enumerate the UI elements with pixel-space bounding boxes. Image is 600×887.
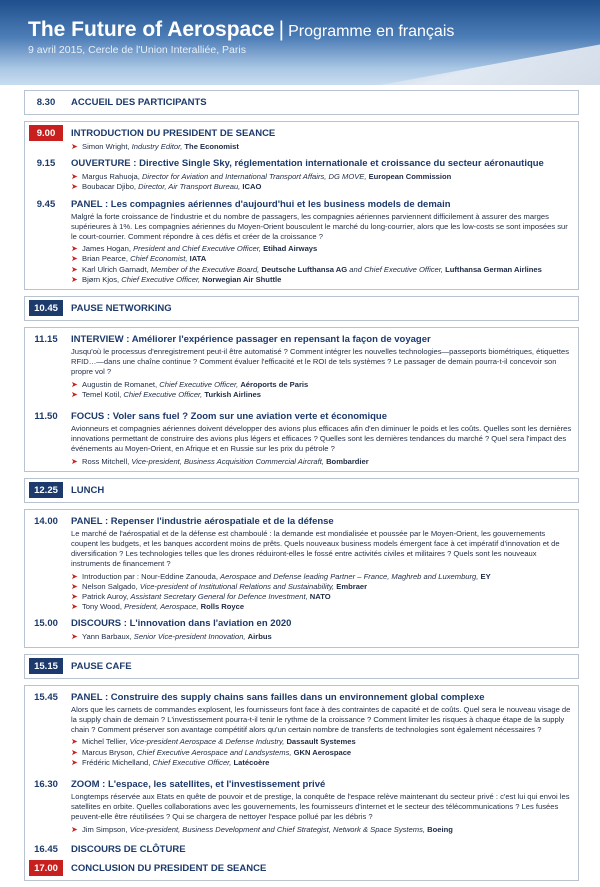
session-time: 9.45 <box>36 198 56 210</box>
speaker: ➤ Augustin de Romanet, Chief Executive Officer, Aéroports de Paris <box>71 380 572 390</box>
session-time: 17.00 <box>29 860 63 876</box>
session-group-late-afternoon <box>24 685 579 881</box>
session-title: LUNCH <box>71 484 105 496</box>
session-time: 12.25 <box>29 482 63 498</box>
header-banner <box>0 0 600 85</box>
speaker: ➤ Patrick Auroy, Assistant Secretary General for Defence Investment, NATO <box>71 592 572 602</box>
session-time: 11.15 <box>34 334 58 346</box>
session-title: FOCUS : Voler sans fuel ? Zoom sur une aviation verte et économique <box>71 411 388 423</box>
session-description: Le marché de l'aérospatial et de la défense est chamboulé : la demande est mondialisée et poussée par le Moyen-Orient, les gouvernements coupent les budgets, et les banques accordent moins de prêts. Quels nouveaux business models émergent face à cet impératif d'innovation et de diversification ? Les technologies telles que les drones réduiront-elles le fossé entre activités civiles et militaires ? Quels sont les nouveaux instruments de financement ? <box>71 528 560 569</box>
event-date-location: 9 avril 2015, Cercle de l'Union Interalliée, Paris <box>28 44 246 56</box>
speaker: ➤ Frédéric Michelland, Chief Executive Officer, Latécoère <box>71 758 572 768</box>
session-time: 15.45 <box>34 691 58 703</box>
speaker: ➤ Yann Barbaux, Senior Vice-president Innovation, Airbus <box>71 632 572 642</box>
session-time: 10.45 <box>29 300 63 316</box>
speaker: ➤ Tony Wood, President, Aerospace, Rolls Royce <box>71 602 572 612</box>
speaker: ➤ Introduction par : Nour-Eddine Zanouda, Aerospace and Defense leading Partner – France, Maghreb and Luxemburg, EY <box>71 572 572 582</box>
session-description: Malgré la forte croissance de l'industrie et du nombre de passagers, les compagnies aériennes parviennent difficilement à assurer des marges supérieures à 1%. Les compagnies aériennes du Moyen-Orient bousculent le marché du long-courrier, alors que les low-costs se sont imposées sur le court-courrier. Comment répondre à ces défis et créer de la croissance ? <box>71 211 568 242</box>
speaker: ➤ Margus Rahuoja, Director for Aviation and International Transport Affairs, DG MOVE, European Commission <box>71 172 572 182</box>
session-description: Longtemps réservée aux Etats en quête de pouvoir et de prestige, la conquête de l'espace relève maintenant du secteur privé : c'est lui qui envoi les satellites en orbite. Quelles collaborations avec les gouvernements, les fournisseurs d'internet et le secteur des télécommunications ? Les fusées peuvent-elle être réutilisées ? Qui se chargera de nettoyer l'espace pollué par les débris ? <box>71 791 570 822</box>
speaker: ➤ Bjørn Kjos, Chief Executive Officer, Norwegian Air Shuttle <box>71 275 572 285</box>
session-title: OUVERTURE : Directive Single Sky, réglementation internationale et croissance du secteur aéronautique <box>71 158 544 170</box>
session-time: 15.00 <box>34 618 58 630</box>
session-title: DISCOURS : L'innovation dans l'aviation en 2020 <box>71 618 292 630</box>
session-title: PANEL : Construire des supply chains sans failles dans un environnement global complexe <box>71 691 485 703</box>
session-title: ACCUEIL DES PARTICIPANTS <box>71 97 207 108</box>
session-time: 9.00 <box>29 125 63 141</box>
session-time: 14.00 <box>34 515 58 527</box>
speaker: ➤ Boubacar Djibo, Director, Air Transport Bureau, ICAO <box>71 182 572 192</box>
session-description: Jusqu'où le processus d'enregistrement peut-il être automatisé ? Comment intégrer les nouvelles technologies—passeports biométriques, étiquettes RFID…—dans une chaîne continue ? Comment évaluer l'efficacité et le ROI de tels systèmes ? Le passager de demain pourra-t-il concevoir son propre vol ? <box>71 347 570 377</box>
session-accueil <box>24 90 579 115</box>
session-lunch <box>24 478 579 503</box>
session-title: DISCOURS DE CLÔTURE <box>71 843 186 855</box>
session-description: Alors que les carnets de commandes explosent, les fournisseurs font face à des contraintes de capacité et de coûts. Quel sera le nouveau visage de la supply chain de demain ? L'investissement pourra-t-il tenir le rythme de la croissance ? Comment limiter les risques à chaque étape de la supply chain ? Comment préserver son avantage compétitif alors qu'un certain nombre de transferts de technologies sont également nécessaires ? <box>71 704 571 735</box>
session-time: 9.15 <box>36 158 56 170</box>
session-group-afternoon <box>24 509 579 648</box>
session-time: 15.15 <box>29 658 63 674</box>
airplane-wing-image <box>380 40 600 85</box>
speaker: ➤ Jim Simpson, Vice-president, Business Development and Chief Strategist, Network & Space Systems, Boeing <box>71 825 572 835</box>
session-title: PANEL : Les compagnies aériennes d'aujourd'hui et les business models de demain <box>71 198 451 210</box>
speaker: ➤ Michel Tellier, Vice-president Aerospace & Defense Industry, Dassault Systemes <box>71 737 572 747</box>
speaker: ➤ Karl Ulrich Garnadt, Member of the Executive Board, Deutsche Lufthansa AG and Chief Executive Officer, Lufthansa German Airlines <box>71 265 572 275</box>
speaker: ➤ Temel Kotil, Chief Executive Officer, Turkish Airlines <box>71 390 572 400</box>
speaker: ➤ Simon Wright, Industry Editor, The Economist <box>71 142 572 152</box>
speaker: ➤ Brian Pearce, Chief Economist, IATA <box>71 254 572 264</box>
session-description: Avionneurs et compagnies aériennes doivent développer des avions plus efficaces afin d'en diminuer le poids et les coûts. Quelles sont les dernières innovations permettant de construire des avions plus légers et efficaces ? Quelles sont les dernières tendances du marché ? Quel sera l'impact des événements au Moyen-Orient, en Afrique et en Russie sur les prix du pétrole ? <box>71 424 572 454</box>
session-group-morning <box>24 121 579 290</box>
session-title: INTRODUCTION DU PRESIDENT DE SEANCE <box>71 128 276 139</box>
session-title: PAUSE CAFE <box>71 660 132 672</box>
session-title: PANEL : Repenser l'industrie aérospatiale et de la défense <box>71 515 334 527</box>
session-pause-cafe <box>24 654 579 679</box>
session-time: 16.30 <box>34 778 58 790</box>
session-title: INTERVIEW : Améliorer l'expérience passager en repensant la façon de voyager <box>71 334 431 346</box>
session-pause-networking <box>24 296 579 321</box>
speaker: ➤ Nelson Salgado, Vice-president of Institutional Relations and Sustainability, Embraer <box>71 582 572 592</box>
speaker: ➤ Ross Mitchell, Vice-president, Business Acquisition Commercial Aircraft, Bombardier <box>71 457 572 467</box>
page-title: The Future of Aerospace | Programme en français <box>28 18 455 41</box>
session-time: 8.30 <box>36 97 56 108</box>
session-title: CONCLUSION DU PRESIDENT DE SEANCE <box>71 862 267 874</box>
session-time: 16.45 <box>34 843 58 855</box>
session-title: PAUSE NETWORKING <box>71 303 172 315</box>
speaker: ➤ Marcus Bryson, Chief Executive Aerospace and Landsystems, GKN Aerospace <box>71 748 572 758</box>
session-time: 11.50 <box>34 411 58 423</box>
session-group-late-morning <box>24 327 579 472</box>
speaker: ➤ James Hogan, President and Chief Executive Officer, Etihad Airways <box>71 244 572 254</box>
session-title: ZOOM : L'espace, les satellites, et l'investissement privé <box>71 778 326 790</box>
programme <box>24 90 579 887</box>
